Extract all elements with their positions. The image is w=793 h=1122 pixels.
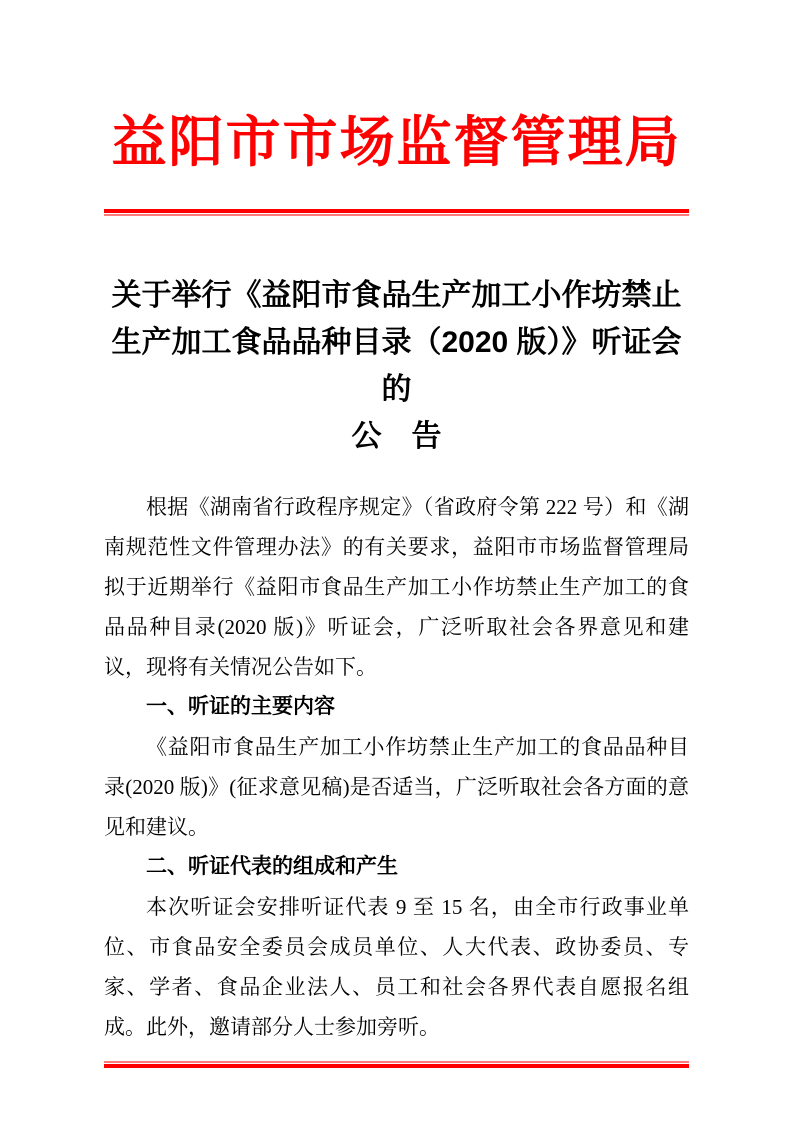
body-paragraph-intro: 根据《湖南省行政程序规定》（省政府令第 222 号）和《湖南规范性文件管理办法》的有关要求，益阳市市场监督管理局拟于近期举行《益阳市食品生产加工小作坊禁止生产加工的食品品种目录(2020 版)》听证会，广泛听取社会各界意见和建议，现将有关情况公告如下。 <box>104 495 689 679</box>
section-heading-2: 二、听证代表的组成和产生 <box>146 855 398 878</box>
document-title-line-2: 生产加工食品品种目录（2020 版）》听证会的 <box>111 326 682 406</box>
header-divider-rule <box>104 209 689 216</box>
document-title <box>104 272 689 460</box>
agency-title: 益阳市市场监督管理局 <box>111 112 682 173</box>
section-heading-1: 一、听证的主要内容 <box>146 695 335 718</box>
document-title-line-1: 关于举行《益阳市食品生产加工小作坊禁止 <box>111 279 682 312</box>
body-paragraph-section-1: 《益阳市食品生产加工小作坊禁止生产加工的食品品种目录(2020 版)》(征求意见稿)是否适当，广泛听取社会各方面的意见和建议。 <box>104 735 689 839</box>
footer-divider-rule <box>104 1061 689 1068</box>
document-body <box>104 487 689 1047</box>
body-paragraph-section-2: 本次听证会安排听证代表 9 至 15 名，由全市行政事业单位、市食品安全委员会成员单位、人大代表、政协委员、专家、学者、食品企业法人、员工和社会各界代表自愿报名组成。此外，邀请部分人士参加旁听。 <box>104 895 689 1039</box>
document-title-line-3: 公 告 <box>351 420 442 453</box>
